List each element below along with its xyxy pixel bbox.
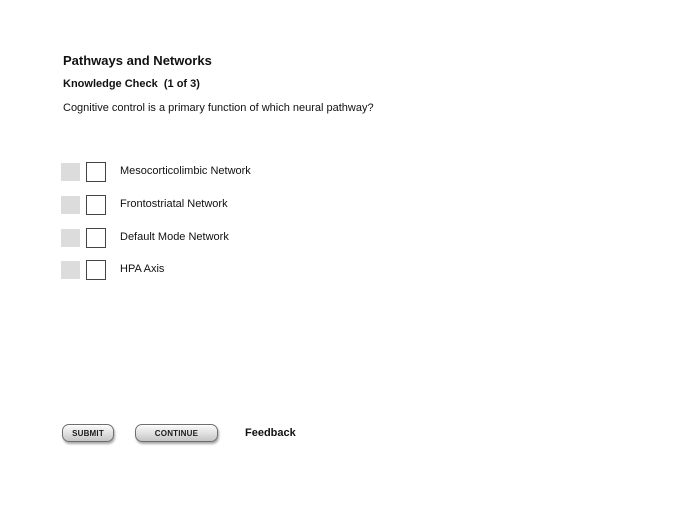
knowledge-check-heading: Knowledge Check (1 of 3): [63, 78, 200, 90]
option-status-marker: [61, 261, 80, 279]
answer-option[interactable]: [61, 227, 461, 259]
option-checkbox[interactable]: [86, 228, 106, 248]
submit-button[interactable]: SUBMIT: [62, 424, 114, 442]
answer-option[interactable]: [61, 259, 461, 291]
option-label[interactable]: HPA Axis: [120, 263, 165, 275]
continue-button[interactable]: CONTINUE: [135, 424, 218, 442]
answer-options: [61, 161, 461, 291]
option-label[interactable]: Default Mode Network: [120, 231, 229, 243]
option-status-marker: [61, 163, 80, 181]
option-status-marker: [61, 229, 80, 247]
page-title: Pathways and Networks: [63, 53, 212, 68]
option-label[interactable]: Frontostriatal Network: [120, 198, 228, 210]
feedback-label: Feedback: [245, 427, 296, 439]
option-checkbox[interactable]: [86, 162, 106, 182]
option-status-marker: [61, 196, 80, 214]
option-checkbox[interactable]: [86, 195, 106, 215]
answer-option[interactable]: [61, 161, 461, 194]
option-checkbox[interactable]: [86, 260, 106, 280]
answer-option[interactable]: [61, 194, 461, 227]
option-label[interactable]: Mesocorticolimbic Network: [120, 165, 251, 177]
question-text: Cognitive control is a primary function of which neural pathway?: [63, 102, 374, 114]
